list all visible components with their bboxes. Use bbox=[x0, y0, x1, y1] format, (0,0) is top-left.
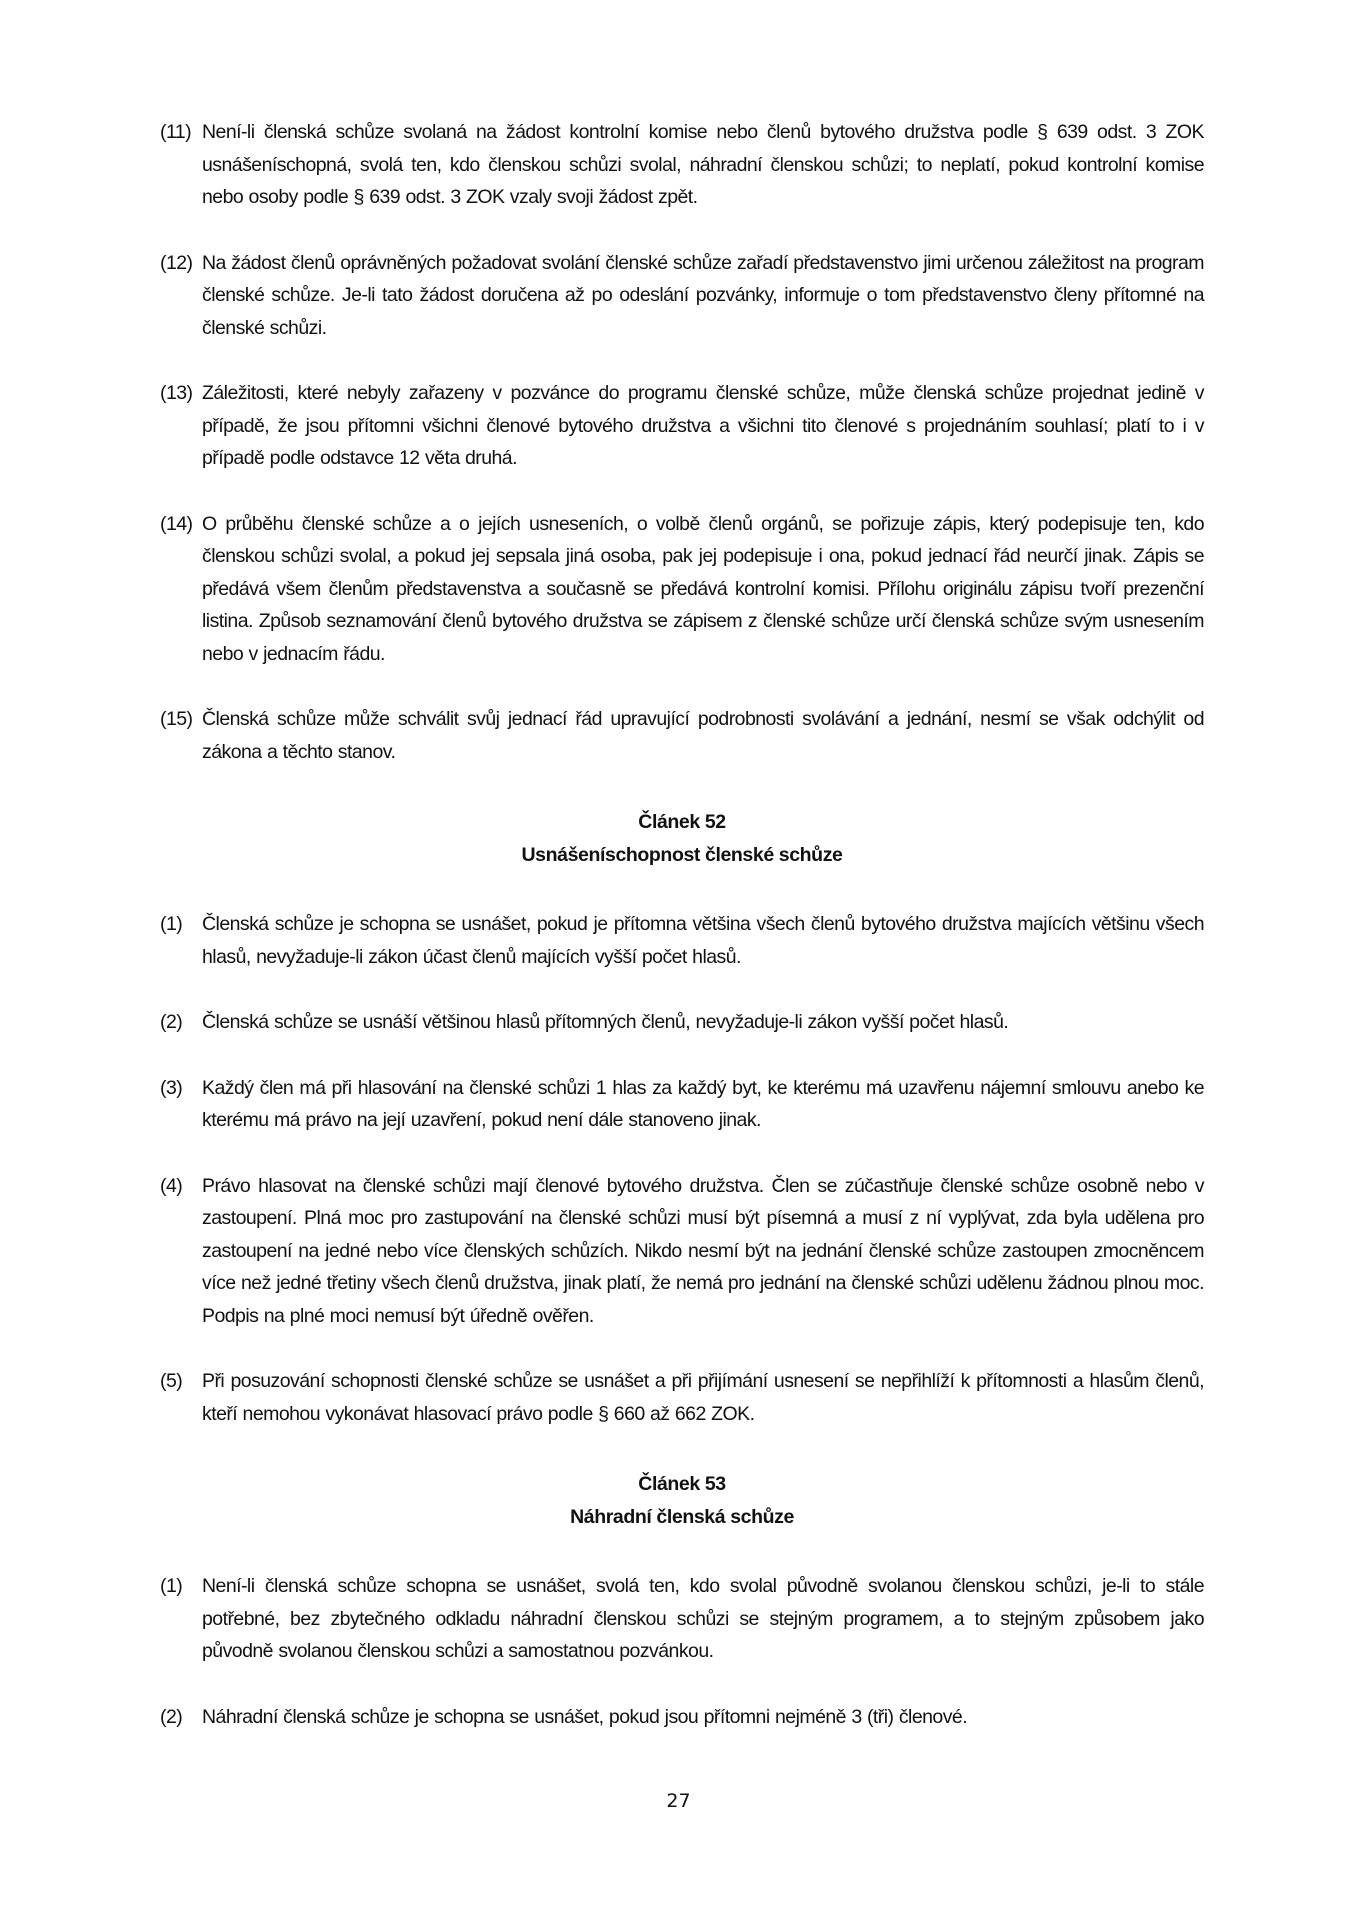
paragraph-14 bbox=[160, 508, 1204, 671]
article-52-paragraph-4 bbox=[160, 1170, 1204, 1333]
paragraph-number: (13) bbox=[160, 382, 193, 404]
paragraph-text: Na žádost členů oprávněných požadovat svolání členské schůze zařadí představenstvo jimi určenou záležitost na program členské schůze. Je-li tato žádost doručena až po odeslání pozvánky, informuje o tom představenstvo členy přítomné na členské schůzi. bbox=[202, 251, 1204, 339]
article-title: Usnášeníschopnost členské schůze bbox=[521, 844, 843, 866]
paragraph-number: (1) bbox=[160, 1575, 183, 1597]
paragraph-text: Členská schůze se usnáší většinou hlasů přítomných členů, nevyžaduje-li zákon vyšší počet hlasů. bbox=[202, 1011, 1009, 1033]
paragraph-number: (12) bbox=[160, 251, 193, 274]
article-title: Náhradní členská schůze bbox=[570, 1506, 794, 1528]
article-52-paragraph-1 bbox=[160, 908, 1204, 973]
paragraph-text: Každý člen má při hlasování na členské schůzi 1 hlas za každý byt, ke kterému má uzavřenu nájemní smlouvu anebo ke kterému má právo na její uzavření, pokud není dále stanoveno jinak. bbox=[202, 1076, 1204, 1131]
article-53-heading bbox=[160, 1468, 1204, 1534]
paragraph-11 bbox=[160, 116, 1204, 214]
document-page bbox=[160, 116, 1204, 1733]
article-52-paragraph-5 bbox=[160, 1365, 1204, 1430]
paragraph-text: Není-li členská schůze svolaná na žádost kontrolní komise nebo členů bytového družstva podle § 639 odst. 3 ZOK usnášeníschopná, svolá ten, kdo členskou schůzi svolal, náhradní členskou schůzi; to neplatí, pokud kontrolní komise nebo osoby podle § 639 odst. 3 ZOK vzaly svoji žádost zpět. bbox=[202, 121, 1204, 208]
article-52-paragraph-3 bbox=[160, 1072, 1204, 1137]
article-52-heading bbox=[160, 806, 1204, 872]
article-number: Článek 53 bbox=[638, 1473, 726, 1495]
article-52-paragraph-2 bbox=[160, 1006, 1204, 1039]
article-number: Článek 52 bbox=[638, 811, 726, 833]
article-53-paragraph-2 bbox=[160, 1701, 1204, 1734]
paragraph-text: Při posuzování schopnosti členské schůze se usnášet a při přijímání usnesení se nepřihlíží k přítomnosti a hlasům členů, kteří nemohou vykonávat hlasovací právo podle § 660 až 662 ZOK. bbox=[202, 1370, 1204, 1425]
paragraph-15 bbox=[160, 703, 1204, 768]
paragraph-text: Není-li členská schůze schopna se usnášet, svolá ten, kdo svolal původně svolanou členskou schůzi, je-li to stále potřebné, bez zbytečného odkladu náhradní členskou schůzi se stejným programem, a to stejným způsobem jako původně svolanou členskou schůzi a samostatnou pozvánkou. bbox=[202, 1575, 1204, 1662]
paragraph-number: (1) bbox=[160, 913, 183, 935]
paragraph-number: (2) bbox=[160, 1705, 183, 1728]
paragraph-text: Členská schůze může schválit svůj jednací řád upravující podrobnosti svolávání a jednání, nesmí se však odchýlit od zákona a těchto stanov. bbox=[202, 708, 1204, 763]
paragraph-number: (15) bbox=[160, 708, 193, 730]
paragraph-13 bbox=[160, 377, 1204, 475]
paragraph-text: O průběhu členské schůze a o jejích usneseních, o volbě členů orgánů, se pořizuje zápis, který podepisuje ten, kdo členskou schůzi svolal, a pokud jej sepsala jiná osoba, pak jej podepisuje i ona, pokud jednací řád neurčí jinak. Zápis se předává všem členům představenstva a současně se předává kontrolní komisi. Přílohu originálu zápisu tvoří prezenční listina. Způsob seznamování členů bytového družstva se zápisem z členské schůze určí členská schůze svým usnesením nebo v jednacím řádu. bbox=[202, 512, 1204, 665]
paragraph-text: Právo hlasovat na členské schůzi mají členové bytového družstva. Člen se zúčastňuje členské schůze osobně nebo v zastoupení. Plná moc pro zastupování na členské schůzi musí být písemná a musí z ní vyplývat, zda byla udělena pro zastoupení na jedné nebo více členských schůzích. Nikdo nesmí být na jednání členské schůze zastoupen zmocněncem více než jedné třetiny všech členů družstva, jinak platí, že nemá pro jednání na členské schůzi udělenu žádnou plnou moc. Podpis na plné moci nemusí být úředně ověřen. bbox=[202, 1174, 1204, 1327]
paragraph-number: (3) bbox=[160, 1076, 183, 1099]
paragraph-number: (2) bbox=[160, 1011, 183, 1033]
paragraph-text: Záležitosti, které nebyly zařazeny v pozvánce do programu členské schůze, může členská schůze projednat jedině v případě, že jsou přítomni všichni členové bytového družstva a všichni tito členové s projednáním souhlasí; platí to i v případě podle odstavce 12 věta druhá. bbox=[202, 382, 1204, 469]
paragraph-number: (14) bbox=[160, 512, 193, 535]
paragraph-text: Náhradní členská schůze je schopna se usnášet, pokud jsou přítomni nejméně 3 (tři) členové. bbox=[202, 1705, 968, 1728]
paragraph-number: (4) bbox=[160, 1174, 183, 1197]
paragraph-number: (5) bbox=[160, 1370, 183, 1392]
article-53-paragraph-1 bbox=[160, 1570, 1204, 1668]
paragraph-number: (11) bbox=[160, 121, 192, 143]
paragraph-12 bbox=[160, 247, 1204, 345]
page-number: 27 bbox=[666, 1790, 691, 1812]
paragraph-text: Členská schůze je schopna se usnášet, pokud je přítomna většina všech členů bytového družstva majících většinu všech hlasů, nevyžaduje-li zákon účast členů majících vyšší počet hlasů. bbox=[202, 913, 1204, 968]
